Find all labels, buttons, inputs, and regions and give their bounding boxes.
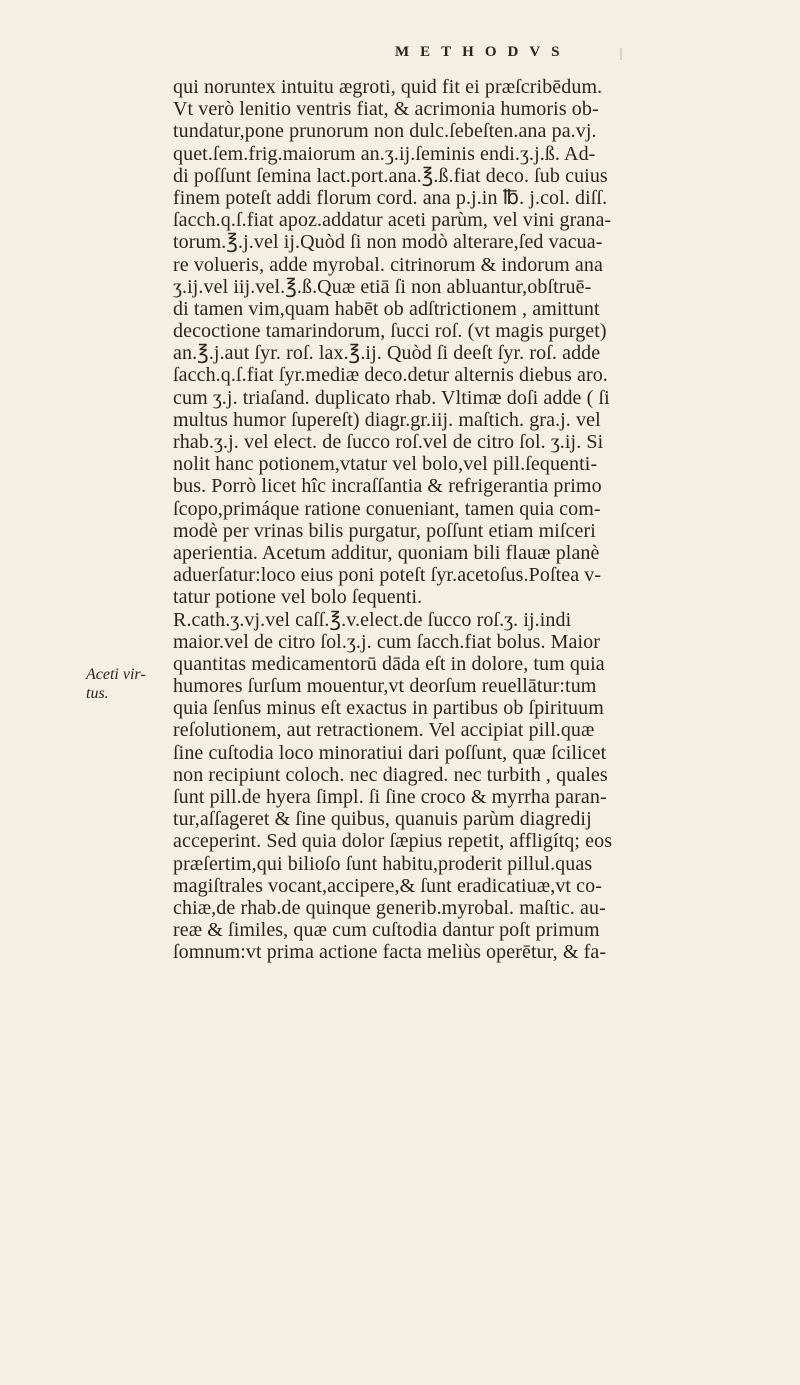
text-line: acceperint. Sed quia dolor ſæpius repetit, affligítq; eos xyxy=(173,830,613,853)
text-line: non recipiunt coloch. nec diagred. nec turbith , quales xyxy=(173,763,608,786)
text-line: quantitas medicamentorū dāda eſt in dolore, tum quia xyxy=(173,652,605,675)
text-line: rhab.ʒ.j. vel elect. de ſucco roſ.vel de citro ſol. ʒ.ij. Si xyxy=(173,431,604,453)
text-line: an.℥.j.aut ſyr. roſ. lax.℥.ij. Quòd ſi deeſt ſyr. roſ. adde xyxy=(173,342,601,365)
text-line: tur,aſſageret & ſine quibus, quanuis parùm diagredij xyxy=(173,808,592,831)
text-line: re volueris, adde myrobal. citrinorum & indorum ana xyxy=(173,253,603,276)
text-line: tatur potione vel bolo ſequenti. xyxy=(173,586,423,609)
text-line: torum.℥.j.vel ij.Quòd ſi non modò alterare,ſed vacua- xyxy=(173,231,603,254)
text-line: quet.ſem.frig.maiorum an.ʒ.ij.ſeminis endi.ʒ.j.ß. Ad- xyxy=(173,142,596,165)
text-line: reſolutionem, aut retractionem. Vel accipiat pill.quæ xyxy=(173,719,595,742)
text-line: tundatur,pone prunorum non dulc.ſebeſten.ana pa.vj. xyxy=(173,120,597,143)
text-line: cum ʒ.j. triaſand. duplicato rhab. Vltimæ doſi adde ( ſi xyxy=(173,386,610,409)
text-line: modè per vrinas bilis purgatur, poſſunt etiam miſceri xyxy=(173,519,596,542)
text-line: R.cath.ʒ.vj.vel caſſ.℥.v.elect.de ſucco roſ.ʒ. ij.indi xyxy=(173,608,572,631)
text-line: Vt verò lenitio ventris fiat, & acrimonia humoris ob- xyxy=(173,98,599,121)
text-line: aduerſatur:loco eius poni poteſt ſyr.acetoſus.Poſtea v- xyxy=(173,564,602,587)
paper-blemish xyxy=(620,48,622,60)
text-line: ſine cuſtodia loco minoratiui dari poſſunt, quæ ſcilicet xyxy=(173,741,607,764)
text-line: ʒ.ij.vel iij.vel.℥.ß.Quæ etiā ſi non abluantur,obſtruē- xyxy=(173,275,592,298)
text-line: magiſtrales vocant,accipere,& ſunt eradicatiuæ,vt co- xyxy=(173,874,603,897)
text-line: multus humor ſupereſt) diagr.gr.iij. maſtich. gra.j. vel xyxy=(173,408,601,431)
marginal-note-line: Aceti vir- xyxy=(86,666,146,683)
text-line: di poſſunt ſemina lact.port.ana.℥.ß.fiat deco. ſub cuius xyxy=(173,164,608,187)
marginal-note xyxy=(86,665,170,703)
text-line: bus. Porrò licet hîc incraſſantia & refrigerantia primo xyxy=(173,475,602,498)
text-line: ſacch.q.ſ.fiat ſyr.mediæ deco.detur alternis diebus aro. xyxy=(173,364,608,387)
text-line: finem poteſt addi florum cord. ana p.j.in ℔. j.col. diſſ. xyxy=(173,186,608,209)
text-line: præſertim,qui bilioſo ſunt habitu,proderit pillul.quas xyxy=(173,852,593,875)
running-head: METHODVS xyxy=(395,44,571,60)
text-line: nolit hanc potionem,vtatur vel bolo,vel pill.ſequenti- xyxy=(173,453,598,476)
text-line: reæ & ſimiles, quæ cum cuſtodia dantur poſt primum xyxy=(173,919,600,942)
text-line: aperientia. Acetum additur, quoniam bili flauæ planè xyxy=(173,541,600,564)
text-line: ſacch.q.ſ.fiat apoz.addatur aceti parùm, vel vini grana- xyxy=(173,209,612,232)
marginal-note-line: tus. xyxy=(86,685,109,702)
text-line: ſomnum:vt prima actione facta meliùs operētur, & fa- xyxy=(173,941,607,964)
text-line: decoctione tamarindorum, ſucci roſ. (vt magis purget) xyxy=(173,320,607,343)
text-line: chiæ,de rhab.de quinque generib.myrobal. maſtic. au- xyxy=(173,896,606,919)
text-line: ſcopo,primáque ratione conueniant, tamen quia com- xyxy=(173,497,601,520)
text-line: qui noruntex intuitu ægroti, quid fit ei præſcribēdum. xyxy=(173,76,603,98)
text-line: quia ſenſus minus eſt exactus in partibus ob ſpirituum xyxy=(173,697,604,720)
text-line: maior.vel de citro ſol.ʒ.j. cum ſacch.fiat bolus. Maior xyxy=(173,630,601,653)
text-line: ſunt pill.de hyera ſimpl. ſi ſine croco & myrrha paran- xyxy=(173,786,607,808)
text-line: humores ſurſum mouentur,vt deorſum reuellātur:tum xyxy=(173,675,597,698)
body-text xyxy=(173,76,798,964)
text-line: di tamen vim,quam habēt ob adſtrictionem , amittunt xyxy=(173,297,600,320)
